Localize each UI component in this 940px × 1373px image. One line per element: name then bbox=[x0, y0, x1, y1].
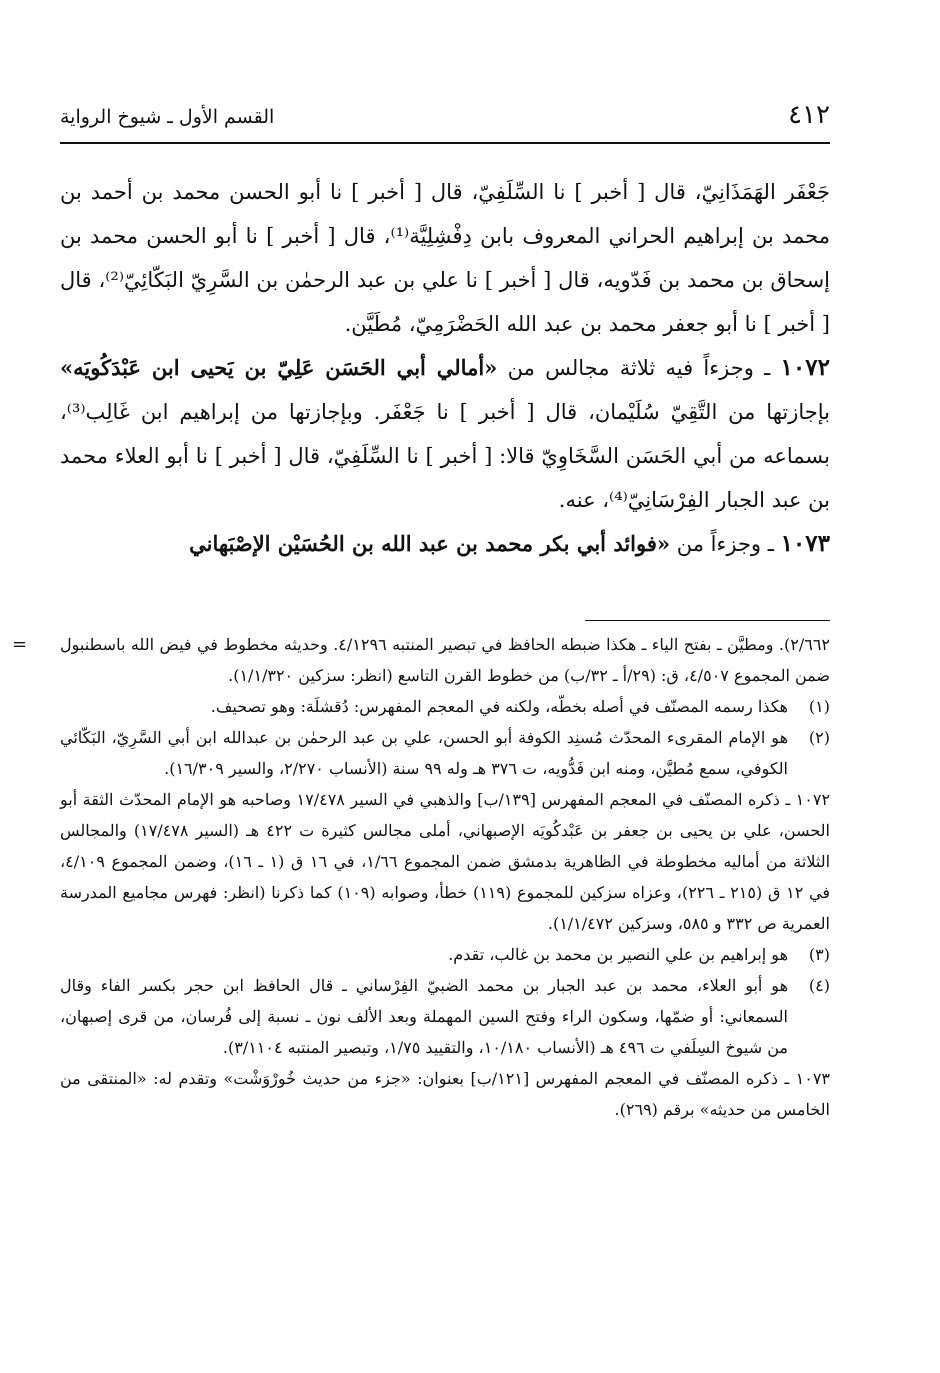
entry-number: ١٠٧٣ bbox=[780, 530, 830, 557]
book-page bbox=[12, 92, 831, 1342]
footnote-3 bbox=[60, 939, 830, 970]
entry-1072 bbox=[60, 346, 830, 522]
main-text bbox=[60, 170, 830, 566]
entry-lead: ـ وجزءاً فيه ثلاثة مجالس من bbox=[507, 356, 771, 380]
footnote-entry-1072 bbox=[60, 784, 830, 939]
footnote-text: ٢/٦٦٢). ومطيَّن ـ بفتح الياء ـ هكذا ضبطه الحافظ في تبصير المنتبه ٤/١٢٩٦. وحديثه مخطوط في فيض الله باسطنبول ضمن المجموع ٤/٥٠٧، ق: (٢٩/أ ـ ٣٢/ب) من خطوط القرن التاسع (انظر: سزكين ١/١/٣٢٠). bbox=[60, 635, 830, 685]
entry-1073 bbox=[60, 522, 830, 566]
entry-text: بإجازتها من التَّقِيّ سُلَيْمان، قال [ أخبر ] نا جَعْفَر. وبإجازتها من إبراهيم ابن غَالِب⁽³⁾، بسماعه من أبي الحَسَن السَّخَاوِيّ قالا: [ أخبر ] نا السِّلَفِيّ، قال [ أخبر ] نا أبو العلاء محمد بن عبد الجبار الفِرْسَانِيّ⁽⁴⁾، عنه. bbox=[60, 400, 830, 512]
footnote-marker: (٣) bbox=[808, 945, 830, 964]
entry-title: «أمالي أبي الحَسَن عَلِيّ بن يَحيى ابن عَبْدَكُويَه» bbox=[60, 355, 498, 380]
footnote-continued bbox=[12, 629, 830, 691]
footnote-text: هو أبو العلاء، محمد بن عبد الجبار بن محمد الضبيّ الفِرْساني ـ قال الحافظ ابن حجر بكسر الفاء وقال السمعاني: أو ضمّها، وسكون الراء وفتح السين المهملة وبعد الألف نون ـ نسبة إلى فُرسان، من قرى إصبهان، من شيوخ السِلَفي ت ٤٩٦ هـ (الأنساب ١٠/١٨٠، والتقييد ١/٧٥، وتبصير المنتبه ٣/١١٠٤). bbox=[60, 976, 789, 1057]
page-number: ٤١٢ bbox=[788, 100, 830, 130]
footnote-separator bbox=[585, 620, 830, 621]
footnote-marker: (٢) bbox=[808, 728, 830, 747]
footnote-text: ١٠٧٢ ـ ذكره المصنّف في المعجم المفهرس [١٣٩/ب] والذهبي في السير ١٧/٤٧٨ وصاحبه هو الإمام المحدّث الثقة أبو الحسن، علي بن يحيى بن جعفر بن عَبْدكُويَه الإصبهاني، أملى مجالس كثيرة ت ٤٢٢ هـ (السير ١٧/٤٧٨) والمجالس الثلاثة من أماليه مخطوطة في الظاهرية بدمشق ضمن المجموع ١/٦٦، في ١٦ ق (١ ـ ١٦)، وضمن المجموع ٤/١٠٩، في ١٢ ق (٢١٥ ـ ٢٢٦)، وعزاه سزكين للمجموع (١١٩) خطأ، وصوابه (١٠٩) كما ذكرنا (انظر: فهرس مجاميع المدرسة العمرية ص ٣٣٢ و ٥٨٥، وسزكين ١/١/٤٧٢). bbox=[60, 790, 831, 933]
footnote-1 bbox=[60, 691, 830, 722]
footnote-text: هو الإمام المقرىء المحدّث مُسنِد الكوفة أبو الحسن، علي بن عبد الرحمٰن بن عبدالله ابن أبي السَّرِيّ، البَكّائي الكوفي، سمع مُطيَّن، ومنه ابن فَدُّويه، ت ٣٧٦ هـ وله ٩٩ سنة (الأنساب ٢/٢٧٠، والسير ١٦/٣٠٩). bbox=[60, 728, 788, 778]
running-head bbox=[60, 92, 830, 144]
footnote-text: هكذا رسمه المصنّف في أصله بخطّه، ولكنه في المعجم المفهرس: دُقشلَة: وهو تصحيف. bbox=[210, 697, 788, 716]
continuation-marker: = bbox=[12, 634, 28, 655]
section-title: القسم الأول ـ شيوخ الرواية bbox=[60, 106, 275, 128]
entry-number: ١٠٧٢ bbox=[780, 354, 830, 381]
footnote-entry-1073 bbox=[60, 1063, 830, 1125]
entry-title: «فوائد أبي بكر محمد بن عبد الله بن الحُسَيْن الإصْبَهاني bbox=[189, 531, 671, 556]
entry-lead: ـ وجزءاً من bbox=[676, 532, 774, 556]
footnote-4 bbox=[60, 970, 830, 1063]
footnote-text: هو إبراهيم بن علي النصير بن محمد بن غالب، تقدم. bbox=[448, 945, 788, 964]
footnote-marker: (١) bbox=[808, 697, 830, 716]
footnote-text: ١٠٧٣ ـ ذكره المصنّف في المعجم المفهرس [١٢١/ب] بعنوان: «جزء من حديث خُورْوَشْت» وتقدم له: «المنتقى من الخامس من حديثه» برقم (٢٦٩). bbox=[60, 1069, 831, 1119]
footnote-rule-wrap bbox=[60, 620, 830, 621]
footnote-marker: (٤) bbox=[808, 976, 830, 995]
paragraph-continuation: جَعْفَر الهَمَذَانِيّ، قال [ أخبر ] نا السِّلَفِيّ، قال [ أخبر ] نا أبو الحسن محمد بن أحمد بن محمد بن إبراهيم الحراني المعروف بابن دِفْشِلِيَّة⁽¹⁾، قال [ أخبر ] نا أبو الحسن محمد بن إسحاق بن محمد بن فَدّويه، قال [ أخبر ] نا علي بن عبد الرحمٰن بن السَّرِيّ البَكّائِيّ⁽²⁾، قال [ أخبر ] نا أبو جعفر محمد بن عبد الله الحَضْرَمِيّ، مُطَيَّن. bbox=[60, 180, 830, 336]
footnote-list bbox=[12, 629, 831, 1125]
footnote-2 bbox=[60, 722, 830, 784]
footnotes bbox=[12, 620, 831, 1125]
